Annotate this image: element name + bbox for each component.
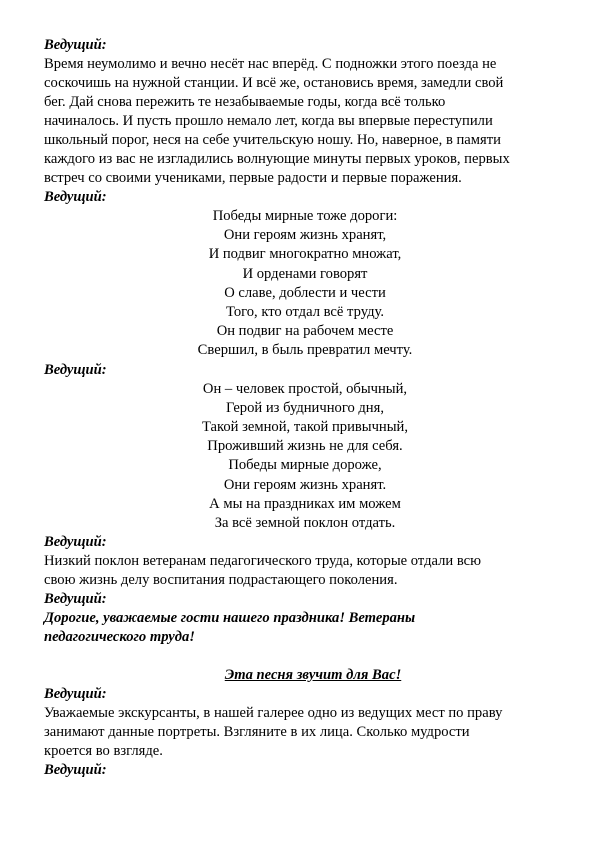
verse-line: Проживший жизнь не для себя. <box>207 438 403 455</box>
paragraph-line: школьный порог, неся на себе учительскую ношу. Но, наверное, в памяти <box>44 132 501 148</box>
gallery-paragraph <box>44 704 556 761</box>
verse-line: И орденами говорят <box>242 265 368 282</box>
paragraph-line: встреч со своими учениками, первые радости и первые поражения. <box>44 170 462 186</box>
verse-line: Они героям жизнь хранят. <box>223 476 387 493</box>
verse-line: Свершил, в быль превратил мечту. <box>197 342 413 359</box>
verse-line: О славе, доблести и чести <box>224 284 386 301</box>
verse-line: Такой земной, такой привычный, <box>202 419 408 436</box>
paragraph-line: Уважаемые экскурсанты, в нашей галерее одно из ведущих мест по праву <box>44 704 503 721</box>
poem-verse-1 <box>44 207 556 361</box>
speaker-label: Ведущий: <box>44 591 107 608</box>
guest-address <box>44 609 556 647</box>
verse-line: Победы мирные дороже, <box>228 457 382 474</box>
poem-verse-2 <box>44 380 556 534</box>
verse-line: Он – человек простой, обычный, <box>202 380 408 397</box>
song-announcement: Эта песня звучит для Вас! <box>224 666 402 683</box>
paragraph-line: кроется во взгляде. <box>44 742 163 759</box>
verse-line: Он подвиг на рабочем месте <box>216 323 394 340</box>
speaker-label: Ведущий: <box>44 761 107 778</box>
intro-paragraph <box>44 55 556 188</box>
verse-line: А мы на праздниках им можем <box>209 495 401 512</box>
paragraph-line: свою жизнь делу воспитания подрастающего поколения. <box>44 572 398 589</box>
speaker-label: Ведущий: <box>44 534 107 551</box>
verse-line: И подвиг многократно множат, <box>208 246 402 263</box>
paragraph-line: каждого из вас не изгладились волнующие минуты первых уроков, первых <box>44 151 510 167</box>
speaker-label: Ведущий: <box>44 37 107 53</box>
verse-line: Они героям жизнь хранят, <box>223 227 387 244</box>
verse-line: За всё земной поклон отдать. <box>214 515 396 532</box>
paragraph-line: занимают данные портреты. Взгляните в их лица. Сколько мудрости <box>44 723 470 740</box>
verse-line: Победы мирные тоже дороги: <box>212 208 398 224</box>
veterans-paragraph <box>44 552 556 590</box>
speaker-label: Ведущий: <box>44 189 107 205</box>
address-line: Дорогие, уважаемые гости нашего праздника! Ветераны <box>44 610 416 627</box>
paragraph-line: бег. Дай снова пережить те незабываемые годы, когда всё только <box>44 94 446 110</box>
address-line: педагогического труда! <box>44 629 195 646</box>
paragraph-line: Низкий поклон ветеранам педагогического труда, которые отдали всю <box>44 553 482 570</box>
paragraph-line: Время неумолимо и вечно несёт нас вперёд. С подножки этого поезда не <box>44 56 497 72</box>
speaker-label: Ведущий: <box>44 361 107 378</box>
document-page <box>44 36 556 780</box>
verse-line: Того, кто отдал всё труду. <box>226 304 384 321</box>
verse-line: Герой из будничного дня, <box>226 399 384 416</box>
paragraph-line: начиналось. И пусть прошло немало лет, когда вы впервые переступили <box>44 113 493 129</box>
paragraph-line: соскочишь на нужной станции. И всё же, остановись время, замедли свой <box>44 75 504 91</box>
speaker-label: Ведущий: <box>44 685 107 702</box>
